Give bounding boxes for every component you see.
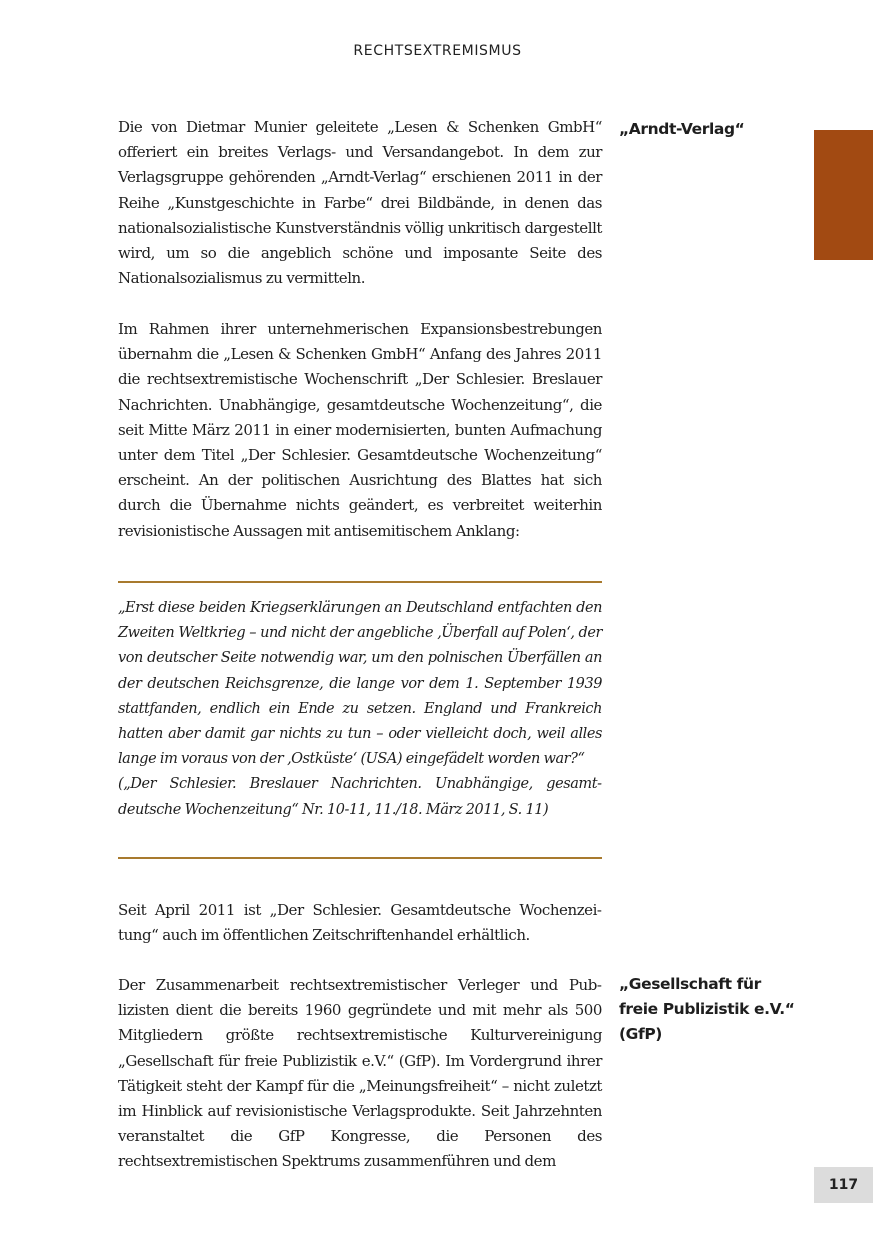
body-paragraph-1 [118,115,602,291]
marginal-note-gfp [619,972,804,1047]
marginal-note-line: (GfP) [619,1025,662,1043]
body-paragraph-3 [118,898,602,948]
marginal-note-arndt-verlag [619,117,804,142]
body-paragraph-4 [118,973,602,1175]
marginal-note-line: „Gesellschaft für [619,975,761,993]
body-paragraph-2 [118,317,602,544]
marginal-note-text: „Arndt-Verlag“ [619,120,745,138]
paragraph-text: Der Zusammenarbeit rechtsextremistischer Verleger und Publizisten dient die bereits 1960 gegründete und mit mehr als 500 Mitgliedern größte rechtsextremistische Kulturvereinigung „Gesellschaft für freie Publizistik e.V.“ (GfP). Im Vordergrund ihrer Tätigkeit steht der Kampf für die „Meinungsfreiheit“ – nicht zuletzt im Hinblick auf revisionistische Verlagsprodukte. Seit Jahrzehnten veranstaltet die GfP Kongresse, die Personen des rechtsextremistischen Spektrums zusammenführen und dem [118,976,602,1171]
page-number: 117 [814,1167,873,1203]
quotation-box [118,581,602,859]
paragraph-text: Im Rahmen ihrer unternehmerischen Expansionsbestrebungen übernahm die „Lesen & Schenken GmbH“ Anfang des Jahres 2011 die rechtsextremistische Wochenschrift „Der Schlesier. Breslauer Nachrichten. Unabhängige, gesamtdeutsche Wochenzeitung“, die seit Mitte März 2011 in einer modernisierten, bunten Aufmachung unter dem Titel „Der Schlesier. Gesamtdeutsche Wochenzeitung“ erscheint. An der politischen Ausrichtung des Blattes hat sich durch die Übernahme nichts geändert, es verbreitet weiterhin revisionistische Aussagen mit antisemitischem Anklang: [118,320,602,540]
chapter-color-tab [814,130,873,260]
running-header: RECHTSEXTREMISMUS [353,43,522,59]
paragraph-text: Die von Dietmar Munier geleitete „Lesen & Schenken GmbH“ offeriert ein breites Verlags- und Versandangebot. In dem zur Verlagsgruppe gehörenden „Arndt-Verlag“ erschienen 2011 in der Reihe „Kunstgeschichte in Farbe“ drei Bildbände, in denen das nationalsozialistische Kunstverständnis völlig unkritisch dargestellt wird, um so die angeblich schöne und imposante Seite des Nationalsozialismus zu vermitteln. [118,118,602,288]
quotation-text: „Erst diese beiden Kriegserklärungen an Deutschland entfachten den Zweiten Weltkrieg – und nicht der angebliche ‚Überfall auf Polen‘, der von deutscher Seite notwendig war, um den polnischen Überfällen an der deutschen Reichsgrenze, die lange vor dem 1. September 1939 stattfanden, endlich ein Ende zu setzen. England und Frankreich hatten aber damit gar nichts zu tun – oder vielleicht doch, weil alles lange im voraus von der ‚Ostküste‘ (USA) eingefädelt worden war?“ [118,600,602,768]
quotation-source: („Der Schlesier. Breslauer Nachrichten. Unabhängige, gesamtdeutsche Wochenzeitung“ Nr. 10-11, 11./18. März 2011, S. 11) [118,776,602,818]
marginal-note-line: freie Publizistik e.V.“ [619,1000,795,1018]
paragraph-text: Seit April 2011 ist „Der Schlesier. Gesamtdeutsche Wochenzeitung“ auch im öffentlichen Zeitschriftenhandel erhältlich. [118,901,602,945]
